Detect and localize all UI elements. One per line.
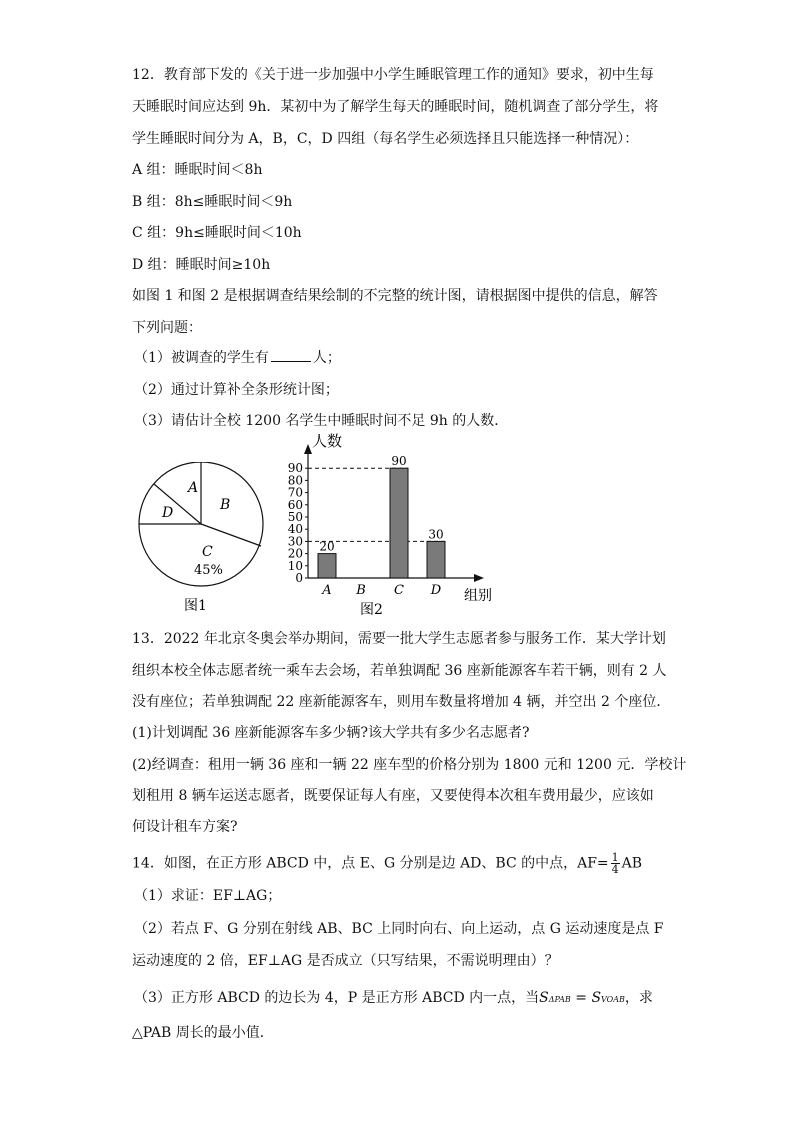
bar-chart-marks xyxy=(318,454,445,598)
q12-group-a: A 组：睡眠时间＜8h xyxy=(132,162,263,178)
q12-sub2: （2）通过计算补全条形统计图； xyxy=(134,382,339,398)
q12-sub1 xyxy=(134,349,341,367)
pie-label-c: C xyxy=(202,544,213,560)
q13-line2: 组织本校全体志愿者统一乘车去会场，若单独调配 36 座新能源客车若干辆，则有 2 人 xyxy=(132,663,667,679)
y-axis-label: 人数 xyxy=(312,432,343,450)
area-symbol-1: S xyxy=(539,990,549,1006)
q14-line1 xyxy=(132,852,642,875)
q12-line3: 学生睡眠时间分为 A，B，C，D 四组（每名学生必须选择且只能选择一种情况）： xyxy=(132,131,639,147)
area-symbol-2: S xyxy=(591,990,602,1006)
q12-sub3: （3）请估计全校 1200 名学生中睡眠时间不足 9h 的人数． xyxy=(134,413,509,429)
x-axis-arrow xyxy=(474,574,484,582)
q14-sub1: （1）求证：EF⊥AG； xyxy=(134,888,282,904)
q12-line1: 12．教育部下发的《关于进一步加强中小学生睡眠管理工作的通知》要求，初中生每 xyxy=(132,67,654,83)
y-tick-label: 10 xyxy=(287,558,303,573)
q13-sub1: (1)计划调配 36 座新能源客车多少辆?该大学共有多少名志愿者? xyxy=(132,725,530,741)
q14-sub2-line1: （2）若点 F、G 分别在射线 AB、BC 上同时向右、向上运动，点 G 运动速度是点 F xyxy=(134,921,664,937)
y-tick-label: 40 xyxy=(287,522,303,537)
q14-sub2-line2: 运动速度的 2 倍，EF⊥AG 是否成立（只写结果，不需说明理由）？ xyxy=(132,953,559,969)
bar-chart-figure2 xyxy=(280,432,500,618)
y-tick-label: 90 xyxy=(287,461,303,476)
q14-sub3-pre: （3）正方形 ABCD 的边长为 4，P 是正方形 ABCD 内一点，当 xyxy=(134,990,540,1006)
bar-value-label-C: 90 xyxy=(391,454,407,469)
x-tick-label-B: B xyxy=(356,583,366,598)
pie-label-d: D xyxy=(162,505,174,521)
pie-caption: 图1 xyxy=(184,598,207,614)
q12-line2: 天睡眠时间应达到 9h．某初中为了解学生每天的睡眠时间，随机调查了部分学生，将 xyxy=(132,99,659,115)
q14-sub3-line2: △PAB 周长的最小值． xyxy=(132,1025,274,1041)
pie-label-a: A xyxy=(188,480,199,496)
pie-chart-figure1 xyxy=(130,462,270,622)
x-tick-label-D: D xyxy=(430,583,442,598)
y-tick-label: 60 xyxy=(287,497,303,512)
fraction-numerator: 1 xyxy=(611,851,619,864)
q14-line1-text: 14．如图，在正方形 ABCD 中，点 E、G 分别是边 AD、BC 的中点，AF= xyxy=(132,855,609,872)
y-tick-label: 70 xyxy=(287,485,303,500)
q14-line1-tail: AB xyxy=(621,855,643,872)
x-tick-label-A: A xyxy=(322,583,332,598)
y-tick-label: 50 xyxy=(287,510,303,524)
y-tick-label: 30 xyxy=(287,534,303,549)
y-tick-label: 20 xyxy=(287,546,303,561)
pie-label-b: B xyxy=(220,497,231,513)
fraction-denominator: 4 xyxy=(611,863,619,876)
pie-annotation-c: 45% xyxy=(194,563,223,578)
x-tick-label-C: C xyxy=(394,583,404,598)
q13-line1: 13．2022 年北京冬奥会举办期间，需要一批大学生志愿者参与服务工作．某大学计划 xyxy=(132,631,666,647)
fraction-one-quarter xyxy=(611,852,620,875)
q12-group-b: B 组：8h≤睡眠时间＜9h xyxy=(132,194,293,210)
q12-group-c: C 组：9h≤睡眠时间＜10h xyxy=(132,225,302,241)
q12-intro-2: 下列问题： xyxy=(132,320,202,336)
answer-blank xyxy=(271,349,311,362)
q12-intro-1: 如图 1 和图 2 是根据调查结果绘制的不完整的统计图，请根据图中提供的信息，解答 xyxy=(132,288,658,304)
bar-value-label-D: 30 xyxy=(428,527,444,542)
q12-sub1-post: 人； xyxy=(312,350,341,366)
area-equals: = xyxy=(570,990,592,1006)
bar-D xyxy=(427,541,445,578)
area-subscript-1: ΔPAB xyxy=(548,995,571,1004)
bar-value-label-A: 20 xyxy=(319,539,335,554)
q12-group-d: D 组：睡眠时间≥10h xyxy=(132,257,271,273)
q13-sub2-line1: (2)经调查：租用一辆 36 座和一辆 22 座车型的价格分别为 1800 元和 1200 元．学校计 xyxy=(132,757,687,773)
q12-sub1-pre: （1）被调查的学生有 xyxy=(134,350,269,366)
y-axis-arrow xyxy=(304,444,312,454)
x-axis-label: 组别 xyxy=(464,588,492,604)
q13-sub2-line3: 何设计租车方案? xyxy=(132,819,238,835)
bar-A xyxy=(318,554,336,578)
q13-line3: 没有座位；若单独调配 22 座新能源客车，则用车数量将增加 4 辆，并空出 2 个座位． xyxy=(132,694,671,710)
y-tick-label: 0 xyxy=(295,571,303,585)
bar-C xyxy=(390,468,408,578)
q14-sub3-line1 xyxy=(134,989,653,1009)
q13-sub2-line2: 划租用 8 辆车运送志愿者，既要保证每人有座，又要使得本次租车费用最少，应该如 xyxy=(132,788,654,804)
area-subscript-2: VOAB xyxy=(601,995,625,1004)
q14-sub3-post: ，求 xyxy=(624,990,653,1006)
bar-caption: 图2 xyxy=(360,602,383,618)
bar-chart-grid xyxy=(288,461,448,585)
y-tick-label: 80 xyxy=(287,473,303,488)
